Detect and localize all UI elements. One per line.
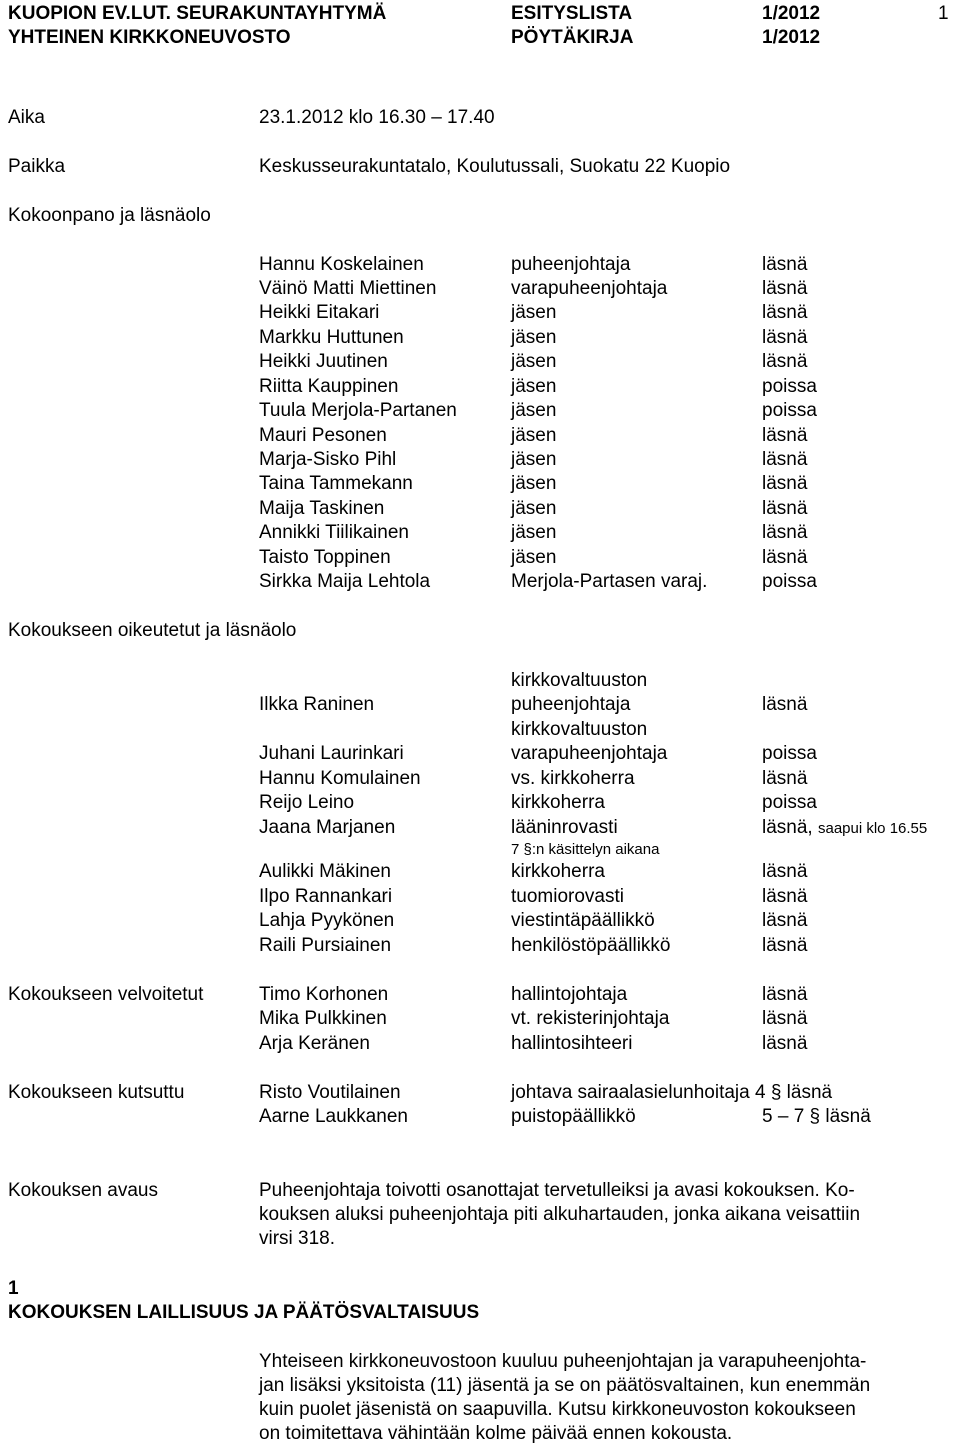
invited-status: 5 – 7 § läsnä [762,1106,871,1127]
member-status: läsnä [762,302,808,323]
member-name: Marja-Sisko Pihl [259,449,397,470]
entitled-name: Lahja Pyykönen [259,910,395,931]
entitled-role-line2: varapuheenjohtaja [511,743,668,764]
member-role: jäsen [511,376,557,397]
entitled-name: Reijo Leino [259,792,355,813]
member-name: Heikki Eitakari [259,302,380,323]
member-name: Väinö Matti Miettinen [259,278,437,299]
member-status: poissa [762,400,817,421]
member-status: läsnä [762,425,808,446]
section-line: jan lisäksi yksitoista (11) jäsentä ja se on päätösvaltainen, kun enemmän [259,1375,871,1396]
member-name: Maija Taskinen [259,498,385,519]
member-role: jäsen [511,327,557,348]
member-role: puheenjohtaja [511,254,631,275]
member-name: Taisto Toppinen [259,547,391,568]
member-name: Riitta Kauppinen [259,376,399,397]
entitled-name: Ilkka Raninen [259,694,375,715]
opening-line: kouksen aluksi puheenjohtaja piti alkuhartauden, jonka aikana veisattiin [259,1204,861,1225]
member-status: läsnä [762,449,808,470]
time-value: 23.1.2012 klo 16.30 – 17.40 [259,107,495,128]
member-role: varapuheenjohtaja [511,278,668,299]
entitled-status-with-note [762,816,927,841]
member-role: jäsen [511,522,557,543]
member-status: läsnä [762,278,808,299]
member-role: Merjola-Partasen varaj. [511,571,708,592]
member-name: Markku Huttunen [259,327,404,348]
obliged-name: Arja Keränen [259,1033,370,1054]
entitled-name: Ilpo Rannankari [259,886,393,907]
member-status: läsnä [762,254,808,275]
obliged-label: Kokoukseen velvoitetut [8,984,204,1005]
entitled-name: Hannu Komulainen [259,768,421,789]
time-label: Aika [8,107,45,128]
entitled-name: Raili Pursiainen [259,935,392,956]
entitled-role: henkilöstöpäällikkö [511,935,671,956]
obliged-status: läsnä [762,984,808,1005]
member-name: Tuula Merjola-Partanen [259,400,457,421]
entitled-role: kirkkoherra [511,792,605,813]
member-role: jäsen [511,473,557,494]
member-status: läsnä [762,522,808,543]
entitled-status: läsnä [762,935,808,956]
invited-name: Risto Voutilainen [259,1082,401,1103]
header-doc-type-agenda: ESITYSLISTA [511,3,633,24]
obliged-role: vt. rekisterinjohtaja [511,1008,670,1029]
member-name: Heikki Juutinen [259,351,388,372]
section-paragraph [259,1350,949,1446]
entitled-role-line1: kirkkovaltuuston [511,719,648,740]
entitled-status: poissa [762,743,817,764]
invited-name: Aarne Laukkanen [259,1106,408,1127]
section-number: 1 [8,1278,19,1299]
entitled-role-line1: kirkkovaltuuston [511,670,648,691]
member-name: Taina Tammekann [259,473,413,494]
arrival-note: saapui klo 16.55 [817,820,928,837]
entitled-status: läsnä [762,768,808,789]
invited-label: Kokoukseen kutsuttu [8,1082,185,1103]
opening-label: Kokouksen avaus [8,1180,158,1201]
section-title: KOKOUKSEN LAILLISUUS JA PÄÄTÖSVALTAISUUS [8,1302,480,1323]
obliged-name: Timo Korhonen [259,984,389,1005]
header-doc-number-agenda: 1/2012 [762,3,821,24]
invited-role: puistopäällikkö [511,1106,636,1127]
member-status: läsnä [762,547,808,568]
place-value: Keskusseurakuntatalo, Koulutussali, Suokatu 22 Kuopio [259,156,731,177]
entitled-name: Juhani Laurinkari [259,743,404,764]
page-number: 1 [938,3,949,24]
obliged-role: hallintosihteeri [511,1033,633,1054]
member-name: Hannu Koskelainen [259,254,424,275]
member-role: jäsen [511,400,557,421]
section-line: Yhteiseen kirkkoneuvostoon kuuluu puheenjohtajan ja varapuheenjohta- [259,1351,867,1372]
opening-line: virsi 318. [259,1228,336,1249]
member-role: jäsen [511,449,557,470]
obliged-status: läsnä [762,1033,808,1054]
entitled-status: läsnä [762,694,808,715]
place-label: Paikka [8,156,66,177]
header-doc-number-minutes: 1/2012 [762,27,821,48]
entitled-status: läsnä, [762,817,813,838]
member-role: jäsen [511,351,557,372]
header-organization: KUOPION EV.LUT. SEURAKUNTAYHTYMÄ [8,3,387,24]
obliged-name: Mika Pulkkinen [259,1008,387,1029]
entitled-role: vs. kirkkoherra [511,768,635,789]
entitled-name: Aulikki Mäkinen [259,861,391,882]
entitled-role: lääninrovasti [511,817,618,838]
entitled-role: kirkkoherra [511,861,605,882]
obliged-role: hallintojohtaja [511,984,628,1005]
member-status: poissa [762,571,817,592]
entitled-label: Kokoukseen oikeutetut ja läsnäolo [8,620,297,641]
member-status: läsnä [762,498,808,519]
entitled-role: tuomiorovasti [511,886,624,907]
member-status: poissa [762,376,817,397]
member-name: Sirkka Maija Lehtola [259,571,431,592]
member-role: jäsen [511,498,557,519]
member-role: jäsen [511,547,557,568]
section-line: on toimitettava vähintään kolme päivää ennen kokousta. [259,1423,733,1444]
member-name: Mauri Pesonen [259,425,387,446]
member-status: läsnä [762,327,808,348]
entitled-status: poissa [762,792,817,813]
entitled-status: läsnä [762,886,808,907]
entitled-name: Jaana Marjanen [259,817,396,838]
member-name: Annikki Tiilikainen [259,522,409,543]
entitled-role: viestintäpäällikkö [511,910,655,931]
obliged-status: läsnä [762,1008,808,1029]
header-board: YHTEINEN KIRKKONEUVOSTO [8,27,291,48]
entitled-status: läsnä [762,910,808,931]
member-role: jäsen [511,425,557,446]
arrival-note-detail: 7 §:n käsittelyn aikana [511,841,660,858]
section-line: kuin puolet jäsenistä on saapuvilla. Kutsu kirkkoneuvoston kokoukseen [259,1399,856,1420]
composition-label: Kokoonpano ja läsnäolo [8,205,211,226]
member-status: läsnä [762,473,808,494]
opening-line: Puheenjohtaja toivotti osanottajat tervetulleiksi ja avasi kokouksen. Ko- [259,1180,855,1201]
member-status: läsnä [762,351,808,372]
opening-paragraph [259,1179,949,1251]
invited-role-status: johtava sairaalasielunhoitaja 4 § läsnä [511,1082,833,1103]
entitled-role-line2: puheenjohtaja [511,694,631,715]
header-doc-type-minutes: PÖYTÄKIRJA [511,27,634,48]
member-role: jäsen [511,302,557,323]
entitled-status: läsnä [762,861,808,882]
